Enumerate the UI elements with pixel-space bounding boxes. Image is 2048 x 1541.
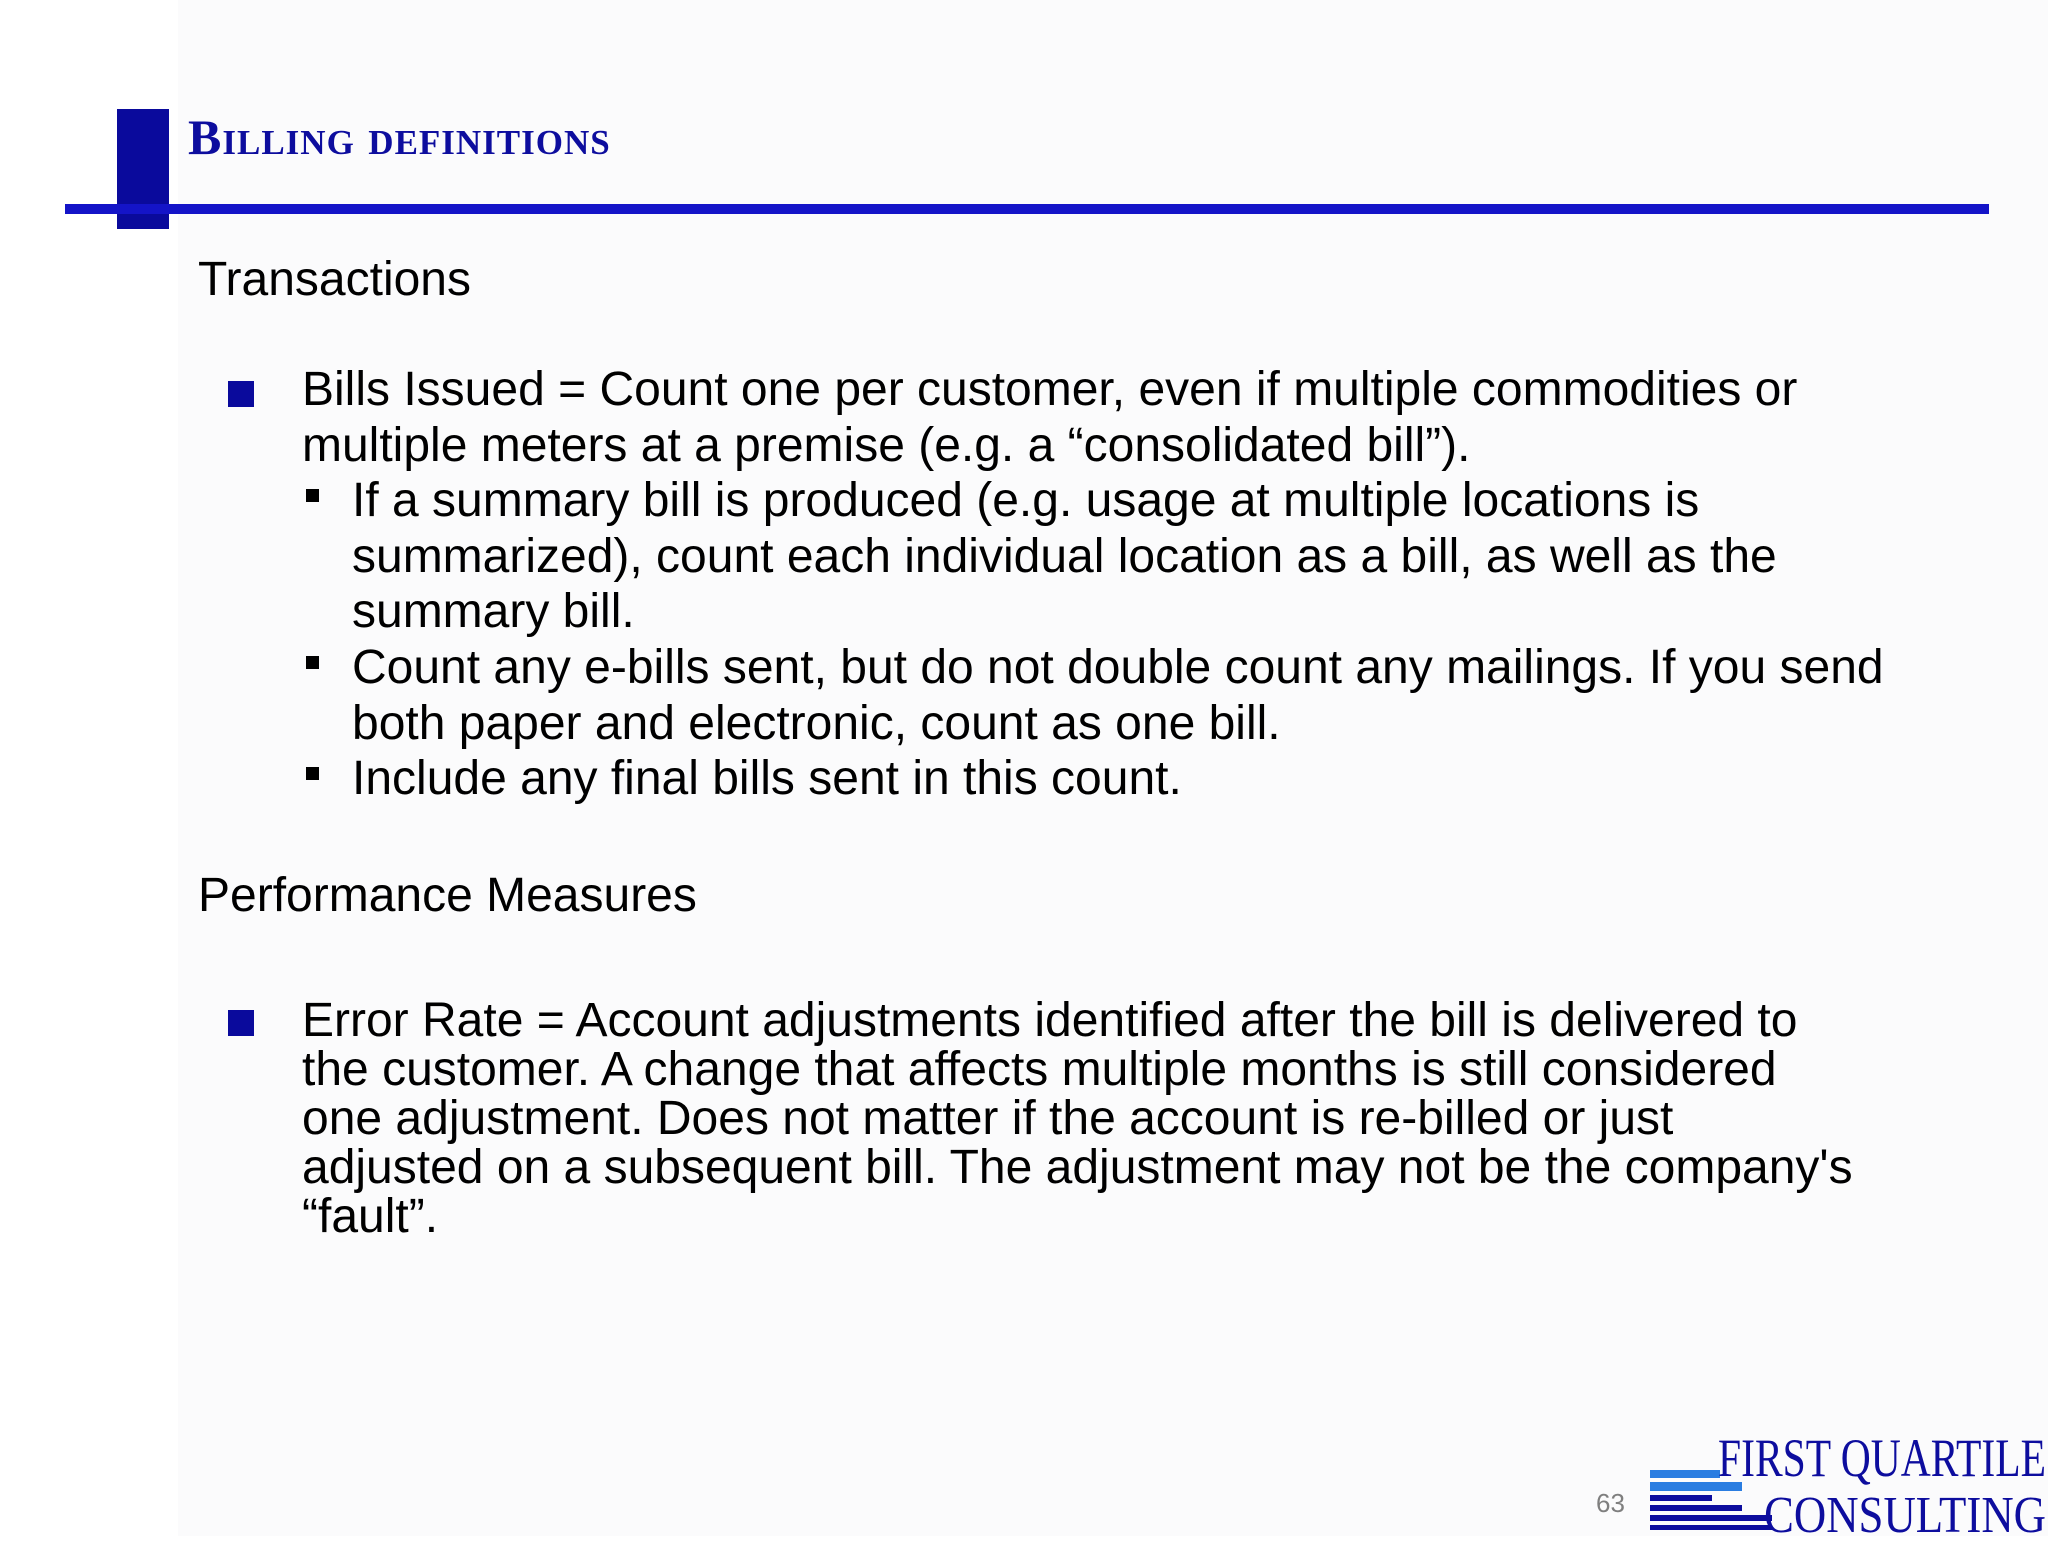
logo-stripe	[1650, 1515, 1772, 1521]
first-quartile-logo-graphic	[1648, 1428, 2048, 1536]
logo-stripe	[1650, 1525, 1772, 1530]
first-quartile-logo	[1648, 1428, 2048, 1536]
sub-bullet-summary-bill: If a summary bill is produced (e.g. usage at multiple locations is summarized), count each individual location as a bill, as well as the summary bill.	[352, 474, 1777, 638]
sub-bullet-icon	[306, 656, 319, 669]
sub-bullet-e-bills: Count any e-bills sent, but do not double count any mailings. If you send both paper and electronic, count as one bill.	[352, 641, 1884, 750]
error-rate-line: “fault”.	[302, 1190, 439, 1243]
bullet-square-icon	[228, 1010, 254, 1036]
logo-stripe	[1650, 1470, 1720, 1478]
section-heading-performance: Performance Measures	[198, 869, 697, 922]
error-rate-line: Error Rate = Account adjustments identified after the bill is delivered to	[302, 994, 1798, 1047]
logo-text-line1: FIRST QUARTILE	[1718, 1428, 2046, 1488]
error-rate-line: the customer. A change that affects multiple months is still considered	[302, 1043, 1777, 1096]
bullet-square-icon	[228, 381, 254, 407]
sub-bullet-icon	[306, 489, 319, 502]
error-rate-line: one adjustment. Does not matter if the account is re-billed or just	[302, 1092, 1674, 1145]
logo-stripe	[1650, 1495, 1712, 1501]
section-heading-transactions: Transactions	[198, 253, 471, 306]
sub-bullet-final-bills: Include any final bills sent in this count.	[352, 752, 1182, 805]
page-number: 63	[1596, 1488, 1625, 1518]
error-rate-line: adjusted on a subsequent bill. The adjustment may not be the company's	[302, 1141, 1853, 1194]
logo-text-line2: CONSULTING	[1764, 1487, 2046, 1536]
logo-stripe	[1650, 1505, 1742, 1511]
bills-issued-bullet: Bills Issued = Count one per customer, even if multiple commodities or multiple meters at a premise (e.g. a “consolidated bill”).	[302, 363, 1798, 472]
title-underline-rule	[65, 204, 1989, 214]
sub-bullet-icon	[306, 767, 319, 780]
slide-title: Billing definitions	[188, 109, 611, 165]
